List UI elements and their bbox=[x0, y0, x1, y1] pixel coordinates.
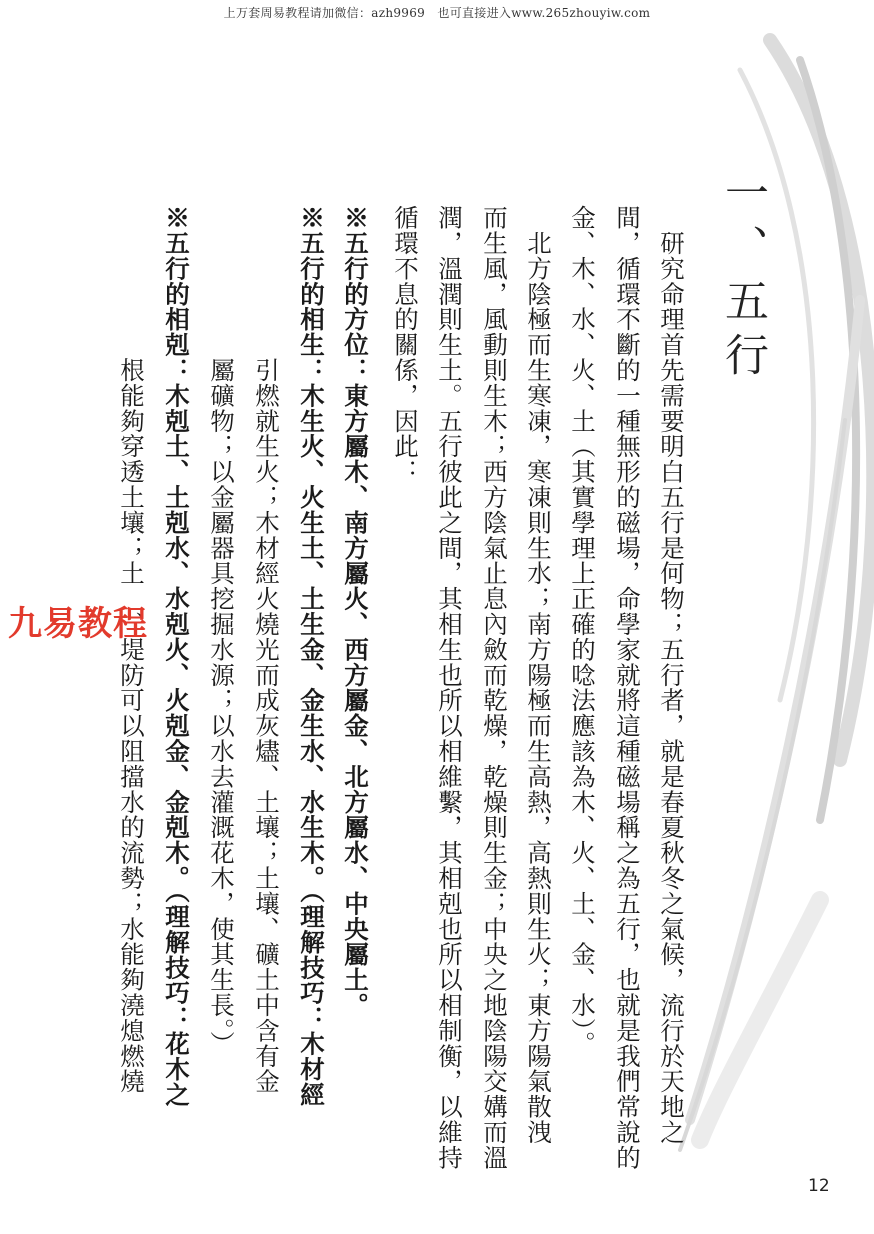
text-column: 金、木、水、火、土（其實學理上正確的唸法應該為木、火、土、金、水）。 bbox=[568, 205, 597, 1057]
text-column: 屬礦物；以金屬器具挖掘水源；以水去灌溉花木，使其生長。） bbox=[207, 205, 236, 1057]
text-column: 循環不息的關係，因此： bbox=[391, 205, 420, 485]
page-number: 12 bbox=[808, 1176, 830, 1196]
text-column: 引燃就生火；木材經火燒光而成灰燼、土壤；土壤、礦土中含有金 bbox=[252, 205, 281, 1094]
text-column: 潤，溫潤則生土。五行彼此之間，其相生也所以相維繫，其相剋也所以相制衡，以維持 bbox=[435, 205, 464, 1171]
text-column: ※五行的相剋：木剋土、土剋水、水剋火、火剋金、金剋木。（理解技巧：花木之 bbox=[162, 205, 191, 1108]
chapter-title: 一、五行 bbox=[717, 170, 768, 386]
text-column: ※五行的相生：木生火、火生土、土生金、金生水、水生木。（理解技巧：木材經 bbox=[297, 205, 326, 1108]
watermark-logo: 九易教程 bbox=[8, 604, 148, 644]
source-banner: 上万套周易教程请加微信：azh9969 也可直接进入www.265zhouyiw.com bbox=[223, 6, 651, 20]
text-column: 北方陰極而生寒凍，寒凍則生水；南方陽極而生高熱，高熱則生火；東方陽氣散洩 bbox=[524, 205, 553, 1145]
text-column: ※五行的方位：東方屬木、南方屬火、西方屬金、北方屬水、中央屬土。 bbox=[341, 205, 370, 1018]
text-column: 研究命理首先需要明白五行是何物；五行者，就是春夏秋冬之氣候，流行於天地之 bbox=[657, 205, 686, 1145]
text-column: 間，循環不斷的一種無形的磁場，命學家就將這種磁場稱之為五行，也就是我們常說的 bbox=[613, 205, 642, 1171]
text-column: 而生風，風動則生木；西方陰氣止息內斂而乾燥，乾燥則生金；中央之地陰陽交媾而溫 bbox=[480, 205, 509, 1171]
text-column: 根能夠穿透土壤；土 、堤防可以阻擋水的流勢；水能夠澆熄燃燒 bbox=[117, 205, 146, 1094]
